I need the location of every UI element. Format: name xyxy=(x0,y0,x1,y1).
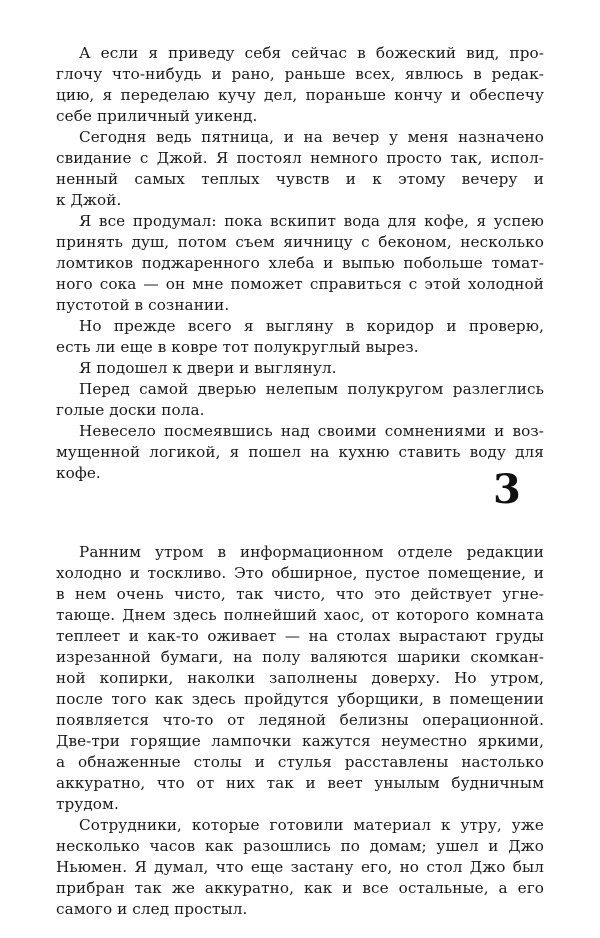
book-page xyxy=(56,0,546,938)
text-line: Ранним утром в информационном отделе редакции xyxy=(79,543,544,561)
text-line: прибран так же аккуратно, как и все остальные, а его xyxy=(56,879,544,897)
text-line: Я все продумал: пока вскипит вода для кофе, я успею xyxy=(79,212,544,230)
text-line: Я подошел к двери и выглянул. xyxy=(79,359,337,377)
text-line: мущенной логикой, я пошел на кухню ставить воду для xyxy=(56,443,544,461)
text-line: свидание с Джой. Я постоял немного просто так, испол- xyxy=(56,149,544,167)
text-line: трудом. xyxy=(56,795,119,813)
text-line: ного сока — он мне поможет справиться с этой холодной xyxy=(56,275,544,293)
text-line: Перед самой дверью нелепым полукругом разлеглись xyxy=(79,380,544,398)
text-line: Две-три горящие лампочки кажутся неуместно яркими, xyxy=(56,732,544,750)
text-line: аккуратно, что от них так и веет унылым будничным xyxy=(56,774,544,792)
text-line: несколько часов как разошлись по домам; ушел и Джо xyxy=(56,837,544,855)
text-line: голые доски пола. xyxy=(56,401,205,419)
text-line: цию, я переделаю кучу дел, пораньше кончу и обеспечу xyxy=(56,86,544,104)
text-line: тающе. Днем здесь полнейший хаос, от которого комната xyxy=(56,606,544,624)
text-line: ненный самых теплых чувств и к этому вечеру и xyxy=(56,170,544,188)
text-line: к Джой. xyxy=(56,191,122,209)
text-line: Сотрудники, которые готовили материал к утру, уже xyxy=(79,816,544,834)
text-line: А если я приведу себя сейчас в божеский вид, про- xyxy=(79,44,544,62)
text-line: изрезанной бумаги, на полу валяются шарики скомкан- xyxy=(56,648,544,666)
text-line: появляется что-то от ледяной белизны операционной. xyxy=(56,711,544,729)
text-line: пустотой в сознании. xyxy=(56,296,230,314)
text-line: в нем очень чисто, так чисто, что это действует угне- xyxy=(56,585,544,603)
text-line: Сегодня ведь пятница, и на вечер у меня назначено xyxy=(79,128,544,146)
text-line: а обнаженные столы и стулья расставлены настолько xyxy=(56,753,544,771)
text-line: кофе. xyxy=(56,464,101,482)
text-line: себе приличный уикенд. xyxy=(56,107,258,125)
text-line: Но прежде всего я выгляну в коридор и проверю, xyxy=(79,317,544,335)
text-line: есть ли еще в ковре тот полукруглый вырез. xyxy=(56,338,419,356)
text-line: самого и след простыл. xyxy=(56,900,248,918)
text-line: ломтиков поджаренного хлеба и выпью побольше томат- xyxy=(56,254,544,272)
text-line: принять душ, потом съем яичницу с беконом, несколько xyxy=(56,233,544,251)
text-line: Ньюмен. Я думал, что еще застану его, но стол Джо был xyxy=(56,858,544,876)
chapter-number: 3 xyxy=(493,466,521,513)
text-line: после того как здесь пройдутся уборщики, в помещении xyxy=(56,690,544,708)
text-line: теплеет и как-то оживает — на столах вырастают груды xyxy=(56,627,544,645)
text-line: холодно и тоскливо. Это обширное, пустое помещение, и xyxy=(56,564,544,582)
text-line: глочу что-нибудь и рано, раньше всех, явлюсь в редак- xyxy=(56,65,544,83)
text-line: Невесело посмеявшись над своими сомнениями и воз- xyxy=(79,422,544,440)
text-line: ной копирки, наколки заполнены доверху. Но утром, xyxy=(56,669,544,687)
